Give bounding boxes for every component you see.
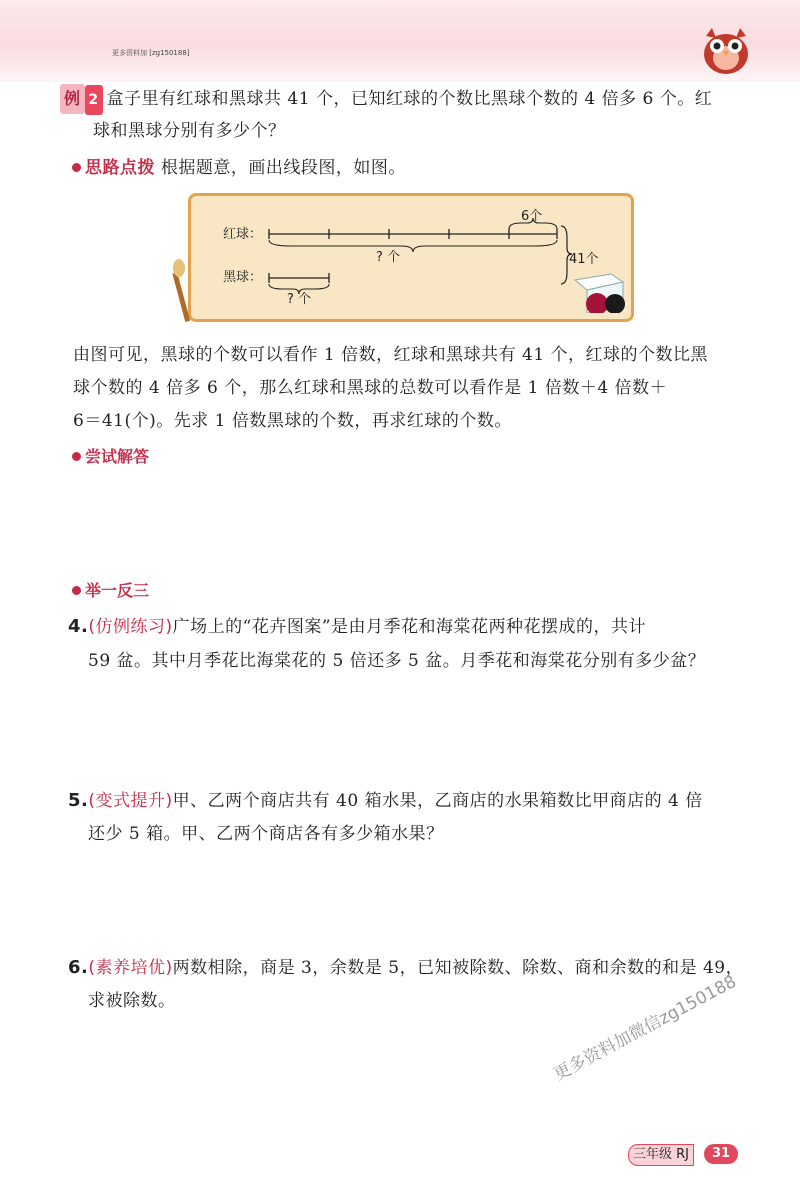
bullet-icon — [72, 452, 81, 461]
question-4-tag: (仿例练习) — [88, 617, 173, 637]
owl-mascot-icon — [700, 20, 752, 76]
question-6-tag: (素养培优) — [88, 958, 173, 978]
example-number: 2 — [85, 85, 103, 115]
example-text-1: 盒子里有红球和黑球共 41 个，已知红球的个数比黑球个数的 4 倍多 6 个。红 — [106, 89, 713, 109]
example-line-2: 球和黑球分别有多少个？ — [93, 121, 286, 141]
red-question-label: ? 个 — [376, 250, 401, 265]
question-5-line-1: 5.(变式提升)甲、乙两个商店共有 40 箱水果，乙商店的水果箱数比甲商店的 4 倍 — [68, 790, 703, 811]
example-tag: 例 — [60, 84, 85, 114]
six-label: 6个 — [521, 209, 543, 224]
red-ball-label: 红球： — [223, 227, 263, 242]
analysis-line-1: 由图可见，黑球的个数可以看作 1 倍数，红球和黑球共有 41 个，红球的个数比黑 — [73, 345, 709, 365]
total-label: 41个 — [569, 252, 599, 267]
brush-icon — [172, 258, 192, 328]
segment-lines — [191, 196, 625, 313]
try-answer-heading: 尝试解答 — [72, 444, 149, 467]
analysis-line-2: 球个数的 4 倍多 6 个，那么红球和黑球的总数可以看作是 1 倍数＋4 倍数＋ — [73, 378, 668, 398]
page-number: 31 — [704, 1144, 738, 1164]
header-banner — [0, 0, 800, 82]
question-5-line-2: 还少 5 箱。甲、乙两个商店各有多少箱水果？ — [88, 824, 444, 844]
question-6-line-1: 6.(素养培优)两数相除，商是 3，余数是 5，已知被除数、除数、商和余数的和是 49， — [68, 957, 744, 978]
question-5-tag: (变式提升) — [88, 791, 173, 811]
line-segment-diagram — [188, 193, 634, 322]
page-footer — [628, 1144, 740, 1164]
black-ball-label: 黑球： — [223, 270, 263, 285]
grade-label: 三年级 RJ — [628, 1144, 694, 1166]
example-line-1 — [60, 84, 712, 115]
question-4-line-1: 4.(仿例练习)广场上的“花卉图案”是由月季花和海棠花两种花摆成的，共计 — [68, 616, 647, 637]
watermark: 更多资料加微信zg150188 — [550, 971, 740, 1085]
question-4-line-2: 59 盆。其中月季花比海棠花的 5 倍还多 5 盆。月季花和海棠花分别有多少盆？ — [88, 651, 706, 671]
bullet-icon — [72, 163, 81, 172]
hint-line — [72, 153, 406, 183]
black-question-label: ? 个 — [287, 292, 312, 307]
header-note: 更多资料加 [zg150188] — [112, 49, 190, 57]
hint-text: 根据题意，画出线段图，如图。 — [160, 158, 406, 178]
bullet-icon — [72, 586, 81, 595]
question-6-line-2: 求被除数。 — [88, 991, 176, 1011]
hint-label: 思路点拨 — [72, 158, 155, 178]
practice-heading: 举一反三 — [72, 578, 149, 601]
analysis-line-3: 6＝41(个)。先求 1 倍数黑球的个数，再求红球的个数。 — [73, 411, 512, 431]
